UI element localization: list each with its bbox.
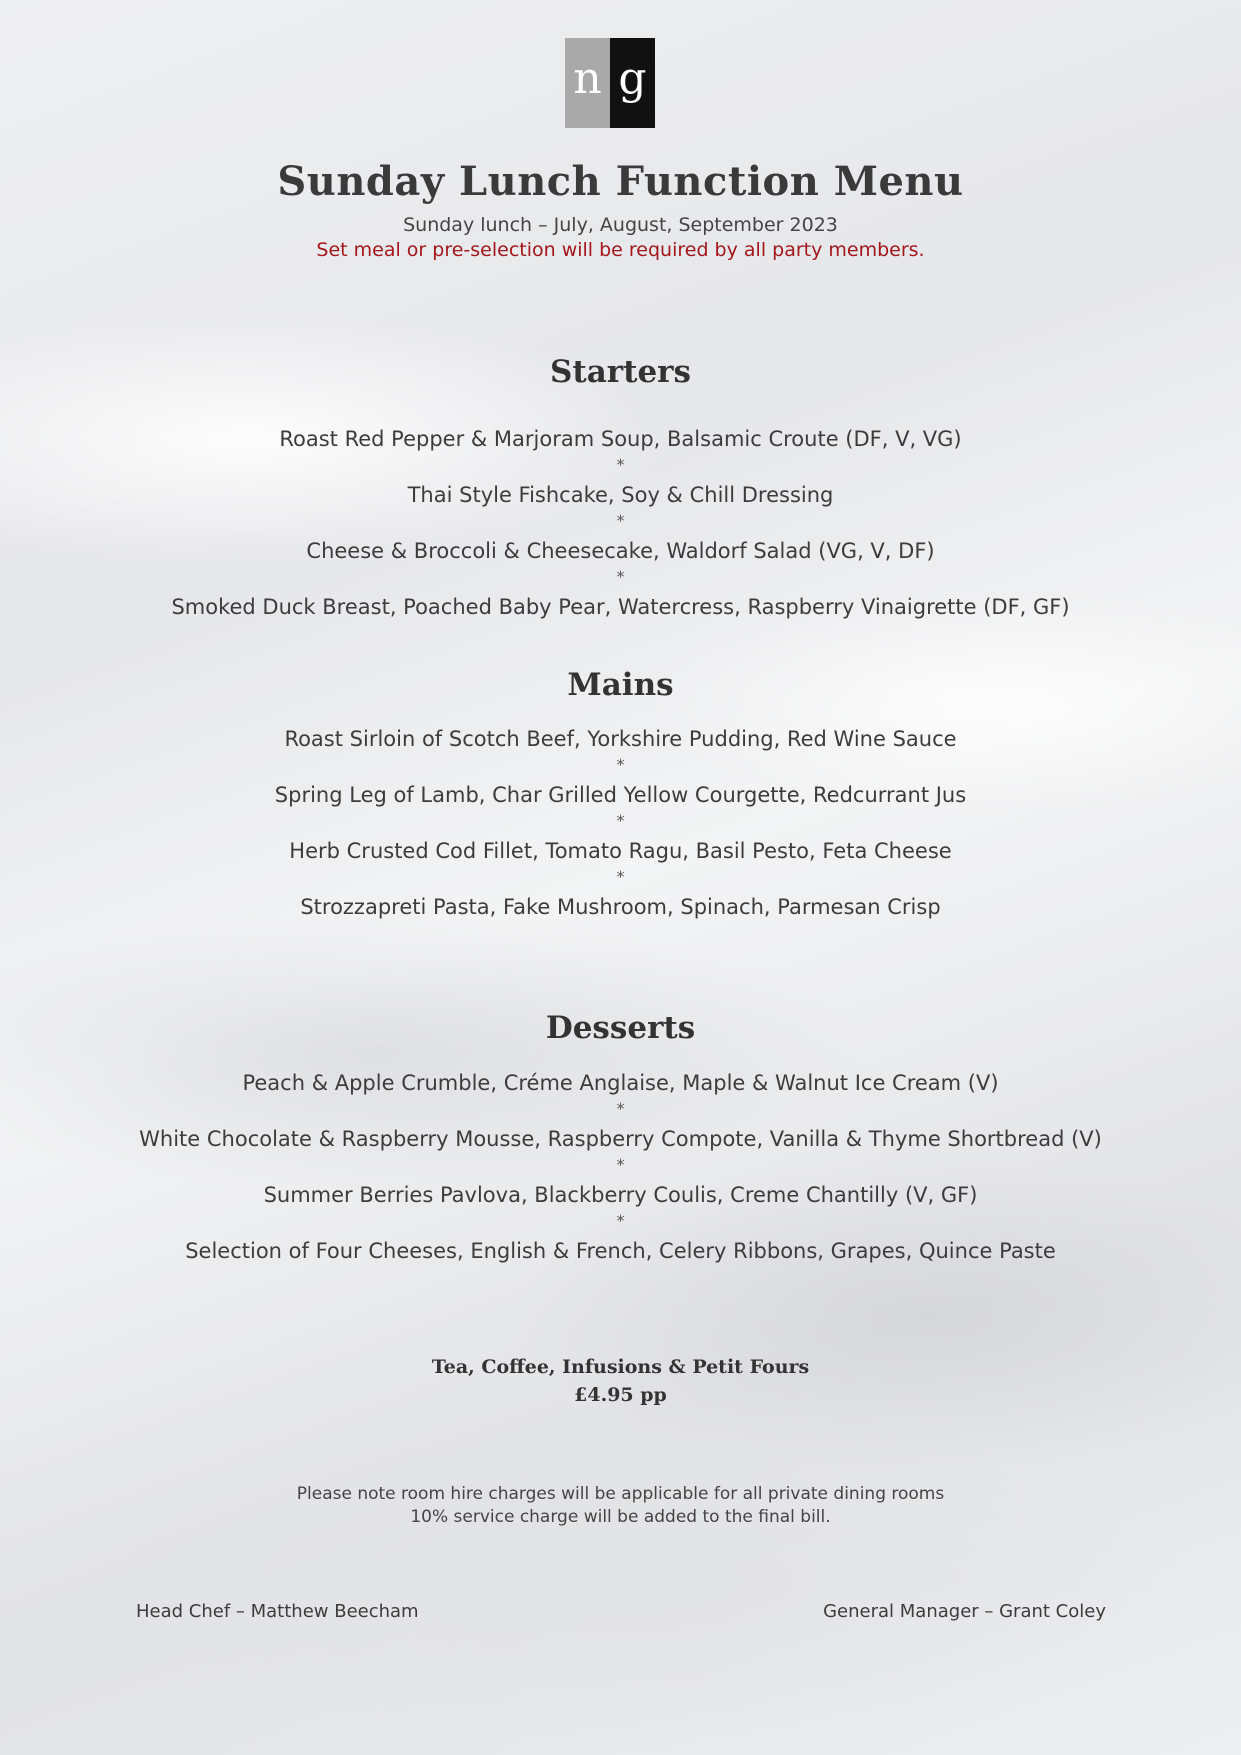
starter-item: Thai Style Fishcake, Soy & Chill Dressing [407, 483, 834, 507]
general-manager-credit: General Manager – Grant Coley [823, 1601, 1106, 1622]
desserts-list [0, 1069, 1241, 1265]
room-hire-note: Please note room hire charges will be applicable for all private dining rooms [296, 1484, 945, 1504]
item-separator: * [616, 1099, 625, 1118]
item-separator: * [616, 455, 625, 474]
item-separator: * [616, 867, 625, 886]
head-chef-credit: Head Chef – Matthew Beecham [136, 1601, 419, 1622]
main-item: Spring Leg of Lamb, Char Grilled Yellow Courgette, Redcurrant Jus [274, 783, 967, 807]
desserts-heading: Desserts [545, 1010, 696, 1046]
logo-left-tile: n [565, 38, 610, 128]
item-separator: * [616, 755, 625, 774]
mains-list [0, 725, 1241, 921]
starters-heading: Starters [550, 354, 691, 390]
hot-drinks-price: £4.95 pp [574, 1384, 667, 1406]
item-separator: * [616, 1155, 625, 1174]
mains-heading: Mains [567, 667, 674, 703]
starter-item: Smoked Duck Breast, Poached Baby Pear, Watercress, Raspberry Vinaigrette (DF, GF) [171, 595, 1070, 619]
item-separator: * [616, 1211, 625, 1230]
logo-right-tile: g [610, 38, 655, 128]
item-separator: * [616, 567, 625, 586]
dessert-item: White Chocolate & Raspberry Mousse, Raspberry Compote, Vanilla & Thyme Shortbread (V) [139, 1127, 1102, 1151]
dessert-item: Summer Berries Pavlova, Blackberry Coulis, Creme Chantilly (V, GF) [263, 1183, 978, 1207]
hot-drinks-line: Tea, Coffee, Infusions & Petit Fours [431, 1356, 810, 1378]
main-item: Strozzapreti Pasta, Fake Mushroom, Spinach, Parmesan Crisp [300, 895, 941, 919]
starters-list [0, 425, 1241, 621]
preselection-notice: Set meal or pre-selection will be required by all party members. [316, 239, 925, 261]
item-separator: * [616, 811, 625, 830]
starter-item: Cheese & Broccoli & Cheesecake, Waldorf Salad (VG, V, DF) [306, 539, 935, 563]
menu-period: Sunday lunch – July, August, September 2023 [403, 214, 838, 236]
dessert-item: Selection of Four Cheeses, English & French, Celery Ribbons, Grapes, Quince Paste [185, 1239, 1056, 1263]
restaurant-logo [565, 38, 655, 128]
service-charge-note: 10% service charge will be added to the final bill. [410, 1507, 831, 1527]
main-item: Roast Sirloin of Scotch Beef, Yorkshire Pudding, Red Wine Sauce [284, 727, 957, 751]
starter-item: Roast Red Pepper & Marjoram Soup, Balsamic Croute (DF, V, VG) [279, 427, 962, 451]
item-separator: * [616, 511, 625, 530]
dessert-item: Peach & Apple Crumble, Créme Anglaise, Maple & Walnut Ice Cream (V) [242, 1071, 999, 1095]
page-title: Sunday Lunch Function Menu [277, 158, 964, 205]
main-item: Herb Crusted Cod Fillet, Tomato Ragu, Basil Pesto, Feta Cheese [289, 839, 952, 863]
